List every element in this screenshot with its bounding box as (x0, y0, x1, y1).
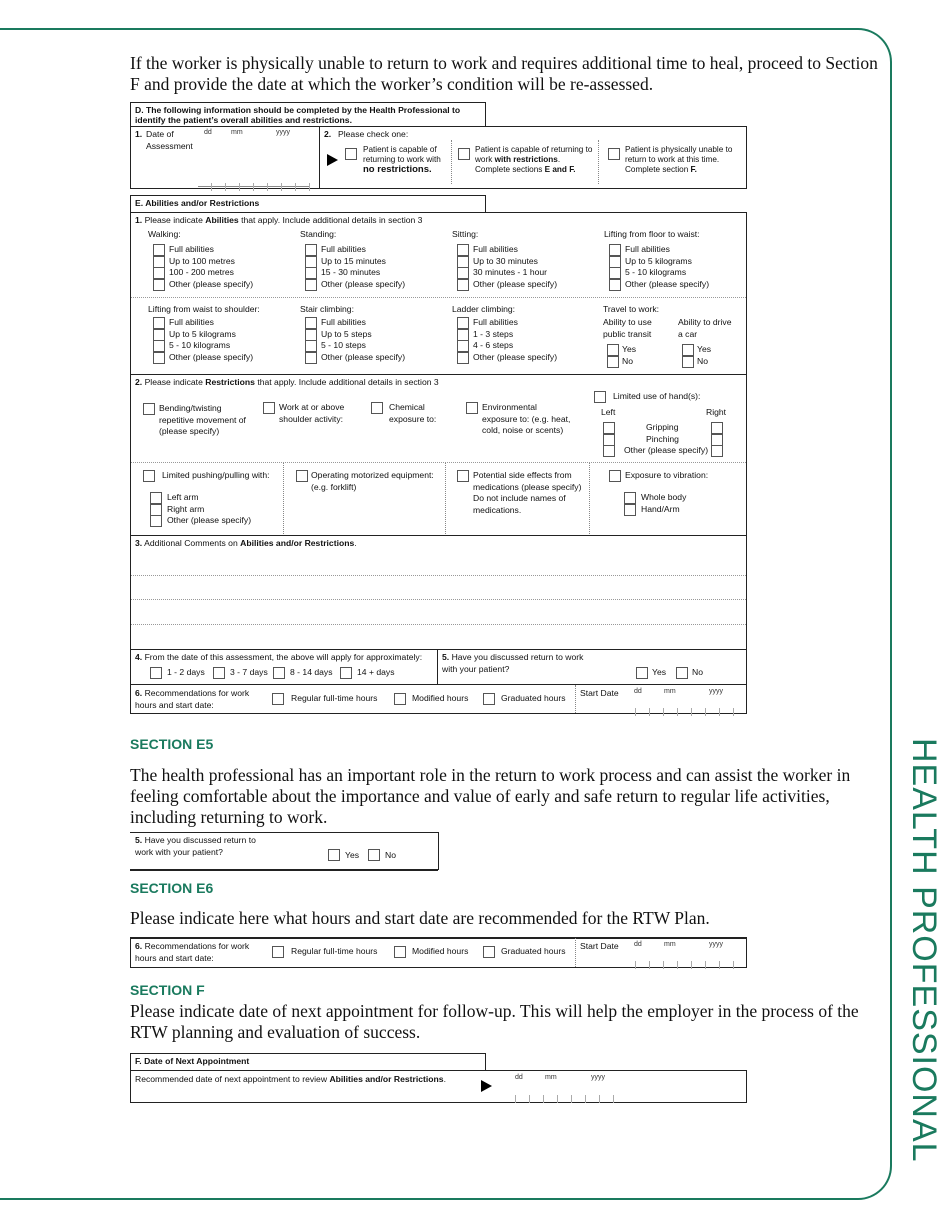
ability-option-label: Full abilities (169, 244, 214, 254)
ability-checkbox[interactable] (609, 279, 621, 291)
ability-option-label: Full abilities (321, 244, 366, 254)
section-f-heading: F. Date of Next Appointment (130, 1053, 486, 1071)
ability-option-label: Other (please specify) (473, 351, 558, 362)
section-e5-title: SECTION E5 (130, 736, 214, 752)
checkbox-environmental[interactable] (466, 402, 478, 414)
ability-checkbox[interactable] (305, 256, 317, 268)
hand-right-checkbox[interactable] (711, 445, 723, 457)
hand-left-checkbox[interactable] (603, 434, 615, 446)
hand-option-label: Pinching (646, 433, 679, 444)
section-d-heading: D. The following information should be completed by the Health Professional to identify the patient’s overall abilities and restrictions. (130, 102, 486, 127)
start-date-field[interactable] (622, 703, 740, 711)
ability-checkbox[interactable] (305, 340, 317, 352)
q5-no-checkbox[interactable] (676, 667, 688, 679)
ability-option-label: 5 - 10 steps (321, 340, 366, 350)
pushing-option-label: Other (please specify) (167, 515, 252, 525)
ability-group-title: Sitting: (452, 229, 479, 239)
section-e6-title: SECTION E6 (130, 880, 214, 896)
ability-option-label: Other (please specify) (321, 278, 406, 289)
pushing-option-checkbox[interactable] (150, 515, 162, 527)
ability-option-label: Full abilities (473, 244, 518, 254)
ability-checkbox[interactable] (609, 267, 621, 279)
ability-option-label: Up to 5 steps (321, 328, 372, 339)
ability-option-label: Full abilities (321, 317, 366, 327)
ability-checkbox[interactable] (153, 352, 165, 364)
drive-car-yes[interactable] (682, 344, 694, 356)
vibration-option-label: Whole body (641, 492, 687, 502)
ability-option-label: 15 - 30 minutes (321, 267, 381, 277)
section-e-heading: E. Abilities and/or Restrictions (130, 195, 486, 213)
ability-checkbox[interactable] (457, 329, 469, 341)
duration-checkbox[interactable] (340, 667, 352, 679)
ability-checkbox[interactable] (153, 329, 165, 341)
q6-regular-checkbox[interactable] (272, 693, 284, 705)
ability-checkbox[interactable] (153, 244, 165, 256)
section-f-title: SECTION F (130, 982, 205, 998)
checkbox-pushing[interactable] (143, 470, 155, 482)
side-title: HEALTH PROFESSIONAL (905, 738, 943, 1163)
ability-checkbox[interactable] (457, 267, 469, 279)
ability-group-title: Lifting from floor to waist: (604, 229, 700, 239)
hand-left-checkbox[interactable] (603, 445, 615, 457)
ability-option-label: Full abilities (473, 317, 518, 327)
hand-option-label: Gripping (646, 422, 679, 432)
e6-modified-checkbox[interactable] (394, 946, 406, 958)
public-transit-no[interactable] (607, 356, 619, 368)
assessment-date-field[interactable] (198, 178, 310, 187)
ability-checkbox[interactable] (457, 279, 469, 291)
ability-checkbox[interactable] (305, 329, 317, 341)
arrow-right-icon (481, 1080, 492, 1092)
checkbox-no-restrictions[interactable] (345, 148, 357, 160)
checkbox-unable-to-return[interactable] (608, 148, 620, 160)
hand-right-checkbox[interactable] (711, 422, 723, 434)
hand-right-checkbox[interactable] (711, 434, 723, 446)
ability-option-label: 1 - 3 steps (473, 328, 514, 339)
ability-checkbox[interactable] (153, 267, 165, 279)
duration-checkbox[interactable] (213, 667, 225, 679)
ability-checkbox[interactable] (305, 267, 317, 279)
ability-checkbox[interactable] (457, 352, 469, 364)
checkbox-shoulder[interactable] (263, 402, 275, 414)
ability-checkbox[interactable] (609, 244, 621, 256)
ability-checkbox[interactable] (153, 279, 165, 291)
ability-checkbox[interactable] (457, 256, 469, 268)
pushing-option-checkbox[interactable] (150, 504, 162, 516)
ability-checkbox[interactable] (457, 340, 469, 352)
next-appointment-date-field[interactable] (502, 1090, 630, 1098)
ability-group-title: Standing: (300, 229, 337, 239)
ability-option-label: Up to 5 kilograms (169, 328, 236, 339)
duration-label: 14 + days (357, 667, 395, 677)
arrow-right-icon (327, 154, 338, 166)
ability-option-label: Up to 30 minutes (473, 255, 538, 266)
ability-group-title: Stair climbing: (300, 304, 354, 314)
q6-modified-checkbox[interactable] (394, 693, 406, 705)
q6-graduated-checkbox[interactable] (483, 693, 495, 705)
ability-option-label: Other (please specify) (169, 278, 254, 289)
ability-checkbox[interactable] (153, 340, 165, 352)
drive-car-no[interactable] (682, 356, 694, 368)
ability-checkbox[interactable] (305, 279, 317, 291)
ability-checkbox[interactable] (609, 256, 621, 268)
ability-option-label: 4 - 6 steps (473, 340, 514, 350)
duration-checkbox[interactable] (150, 667, 162, 679)
ability-option-label: 5 - 10 kilograms (169, 340, 231, 350)
pushing-option-label: Right arm (167, 503, 205, 514)
ability-option-label: 30 minutes - 1 hour (473, 267, 548, 277)
ability-option-label: Other (please specify) (473, 278, 558, 289)
vibration-option-checkbox[interactable] (624, 504, 636, 516)
vibration-option-label: Hand/Arm (641, 503, 680, 514)
ability-group-title: Lifting from waist to shoulder: (148, 304, 260, 314)
duration-label: 3 - 7 days (230, 667, 268, 677)
e5-yes-checkbox[interactable] (328, 849, 340, 861)
checkbox-vibration[interactable] (609, 470, 621, 482)
e6-regular-checkbox[interactable] (272, 946, 284, 958)
date-of-assessment-label: Date of Assessment (146, 129, 193, 151)
duration-checkbox[interactable] (273, 667, 285, 679)
ability-checkbox[interactable] (457, 244, 469, 256)
ability-checkbox[interactable] (153, 256, 165, 268)
e6-start-date-field[interactable] (622, 956, 740, 964)
pushing-option-label: Left arm (167, 492, 199, 502)
public-transit-yes[interactable] (607, 344, 619, 356)
ability-checkbox[interactable] (305, 244, 317, 256)
e6-graduated-checkbox[interactable] (483, 946, 495, 958)
checkbox-motorized[interactable] (296, 470, 308, 482)
ability-option-label: Other (please specify) (321, 351, 406, 362)
ability-checkbox[interactable] (305, 352, 317, 364)
checkbox-with-restrictions[interactable] (458, 148, 470, 160)
ability-checkbox[interactable] (153, 317, 165, 329)
checkbox-hands[interactable] (594, 391, 606, 403)
section-f-text: Please indicate date of next appointment for follow-up. This will help the employer in the process of the RTW planning and evaluation of success. (130, 1001, 859, 1042)
ability-option-label: Up to 100 metres (169, 255, 235, 266)
ability-option-label: Other (please specify) (169, 351, 254, 362)
ability-option-label: Full abilities (169, 317, 214, 327)
checkbox-medications[interactable] (457, 470, 469, 482)
ability-option-label: Other (please specify) (625, 278, 710, 289)
checkbox-bending[interactable] (143, 403, 155, 415)
ability-group-title: Ladder climbing: (452, 304, 516, 314)
ability-option-label: Up to 5 kilograms (625, 255, 692, 266)
ability-group-title: Walking: (148, 229, 181, 239)
e5-no-checkbox[interactable] (368, 849, 380, 861)
vibration-option-checkbox[interactable] (624, 492, 636, 504)
section-e5-text: The health professional has an important role in the return to work process and can assist the worker in feeling comfortable about the importance and value of early and safe return to regular life activities, including returning to work. (130, 765, 851, 827)
section-e6-text: Please indicate here what hours and start date are recommended for the RTW Plan. (130, 908, 710, 928)
duration-label: 8 - 14 days (290, 667, 333, 677)
ability-checkbox[interactable] (305, 317, 317, 329)
hand-left-checkbox[interactable] (603, 422, 615, 434)
ability-option-label: 5 - 10 kilograms (625, 267, 687, 277)
duration-label: 1 - 2 days (167, 667, 205, 677)
ability-option-label: Up to 15 minutes (321, 255, 386, 266)
pushing-option-checkbox[interactable] (150, 492, 162, 504)
hand-option-label: Other (please specify) (624, 445, 709, 455)
ability-checkbox[interactable] (457, 317, 469, 329)
checkbox-chemical[interactable] (371, 402, 383, 414)
q5-yes-checkbox[interactable] (636, 667, 648, 679)
intro-text: If the worker is physically unable to return to work and requires additional time to heal, proceed to Section F and provide the date at which the worker’s condition will be re-assessed. (130, 53, 878, 94)
ability-option-label: Full abilities (625, 244, 670, 254)
ability-option-label: 100 - 200 metres (169, 267, 234, 277)
